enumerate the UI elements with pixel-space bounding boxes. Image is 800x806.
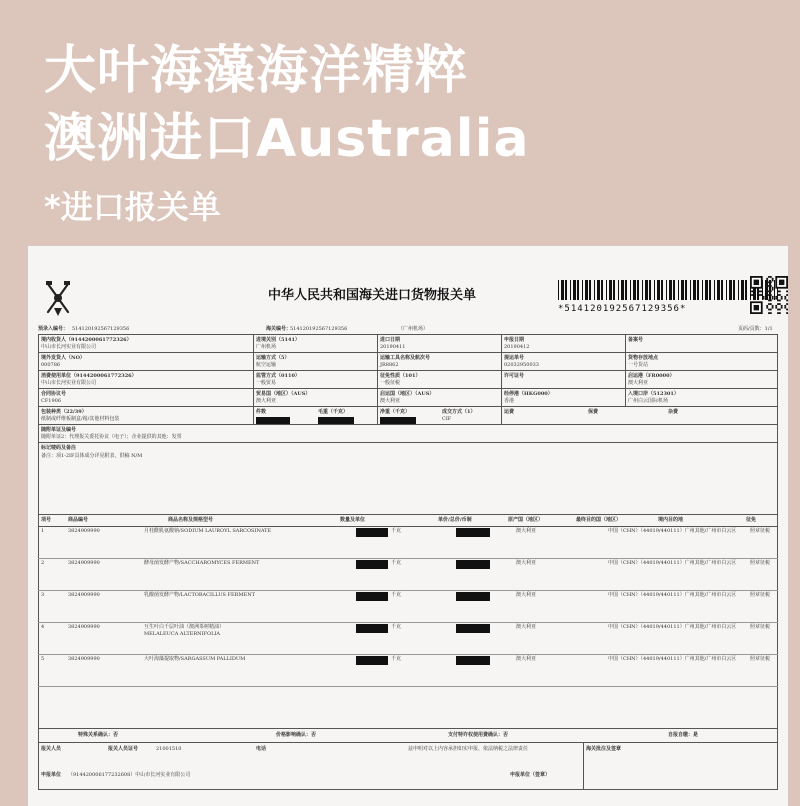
barcode-bar [637,280,639,300]
goods-header: 征免 [746,517,757,523]
qr-module [768,281,770,283]
table-border [38,789,778,790]
qr-code [750,276,788,314]
qr-module [763,296,765,298]
cell-levy: 照章征税 [750,656,771,662]
barcode-bar [705,280,708,300]
field-label: 备案号 [628,337,644,343]
table-row-divider [38,654,778,655]
qr-module [781,305,783,307]
headline-caption: *进口报关单 [44,188,221,226]
table-row [38,560,778,592]
qr-module [786,294,788,296]
field-label: 件数 [256,409,267,415]
table-col-divider [377,334,378,424]
field-value: 广州机场 [256,344,277,350]
table-row-divider [38,590,778,591]
table-border [38,334,778,335]
declarant-label: 报关人员 [41,746,62,752]
qr-module [781,307,783,309]
barcode-bar [609,280,612,300]
field-value: 一号货站 [628,362,649,368]
cell-name: 酵母菌发酵产物/SACCHAROMYCES FERMENT [144,560,260,566]
qr-module [786,290,788,292]
cell-name: 互生叶白千层叶油（澳洲茶树精油） [144,624,225,630]
qr-module [772,278,774,280]
field-value: 澳大利亚 [256,398,277,404]
table-col-divider [583,742,584,790]
field-value: 000786 [41,362,61,368]
table-col-divider [625,334,626,406]
declarant-cert-value: 21001510 [156,746,182,752]
qr-module [772,298,774,300]
barcode-bar [577,280,579,300]
cell-dest-place: （44019/440111）广州其他/广州市白云区 [638,624,737,630]
qr-module [770,309,772,311]
table-row [38,624,778,656]
qr-module [766,298,768,300]
field-value: 纸制或纤维板制盒/箱/其他材料包装 [41,416,120,422]
barcode-bar [669,280,672,300]
cell-dest: 中国（CHN） [608,656,641,662]
qr-module [772,289,774,291]
field-label: 成交方式（1） [442,409,476,415]
qr-module [754,305,759,310]
phone-label: 电话 [256,746,267,752]
barcode-bar [633,280,636,300]
table-row-divider [38,442,778,443]
customs-number-label: 海关编号： [266,326,292,332]
qr-module [757,298,759,300]
qr-module [777,312,779,314]
goods-header: 原产国（地区） [508,517,544,523]
table-row [38,656,778,688]
barcode-bar [697,280,699,300]
field-label: 征免性质（101） [380,373,421,379]
qr-module [754,280,759,285]
field-value: 02032950033 [504,362,539,368]
barcode-bar [594,280,595,300]
cell-dest: 中国（CHN） [608,560,641,566]
qr-module [779,303,781,305]
cell-unit: 千克 [391,528,402,534]
field-label: 启运港（FR0000） [628,373,675,379]
qr-module [779,309,781,311]
pre-entry-number: 514120192567129356 [72,326,130,332]
qr-module [754,298,756,300]
qr-module [770,276,772,278]
table-row-divider [38,406,778,407]
cell-levy: 照章征税 [750,624,771,630]
cell-unit: 千克 [391,656,402,662]
qr-module [757,296,759,298]
qr-module [768,276,770,278]
qr-module [768,294,770,296]
cell-levy: 照章征税 [750,592,771,598]
qr-module [766,289,768,291]
cell-no: 4 [41,624,45,630]
field-label: 经停港（HKG000） [504,391,553,397]
customs-remarks-label: 海关批注及签章 [586,746,622,752]
table-row-divider [38,742,778,743]
qr-module [766,280,768,282]
field-label: 监管方式（0110） [256,373,300,379]
cell-name: 月桂酰肌氨酸钠/SODIUM LAUROYL SARCOSINATE [144,528,272,534]
qr-module [784,296,786,298]
qr-module [772,280,774,282]
barcode-bar [621,280,624,300]
goods-header: 数量及单位 [340,517,366,523]
barcode-bar [657,280,660,300]
barcode-bar [654,280,655,300]
qr-module [784,298,786,300]
barcode-bar [625,280,627,300]
barcode-bar [745,280,747,300]
field-value: CIF [442,416,452,422]
cell-dest: 中国（CHN） [608,528,641,534]
table-row-divider [38,424,778,425]
cell-dest-place: （44019/440111）广州其他/广州市白云区 [638,560,737,566]
qr-module [786,303,788,305]
cell-origin: 澳大利亚 [516,560,537,566]
special-relation: 特殊关系确认：否 [78,732,119,738]
qr-module [759,294,761,296]
redaction-block [456,624,490,633]
field-label: 包装种类（22/39） [41,409,87,415]
qr-module [770,294,772,296]
qr-module [779,294,781,296]
cell-code: 3824909990 [68,656,100,662]
qr-module [777,309,779,311]
field-label: 申报日期 [504,337,525,343]
barcode-bar [738,280,739,300]
field-value: 中山市长河实业有限公司 [41,344,97,350]
table-row-divider [38,514,778,515]
qr-module [777,303,779,305]
qr-module [775,296,777,298]
cell-code: 3824909990 [68,528,100,534]
qr-module [766,296,768,298]
qr-module [772,307,774,309]
qr-module [784,307,786,309]
field-label: 境外发货人（NO） [41,355,85,361]
qr-module [763,298,765,300]
barcode-bar [678,280,679,300]
royalty: 支付特许权使用费确认：否 [448,732,509,738]
qr-module [750,294,752,296]
qr-module [770,303,772,305]
field-value: 香港 [504,398,515,404]
customs-number: 514120192567129356 [290,326,348,332]
table-row-divider [38,526,778,527]
cell-unit: 千克 [391,592,402,598]
field-value: 澳大利亚 [380,398,401,404]
barcode-bar [685,280,687,300]
goods-header: 商品名称及规格型号 [168,517,214,523]
cell-levy: 照章征税 [750,528,771,534]
barcode-bar [589,280,591,300]
field-value: 澳大利亚 [628,380,649,386]
barcode-bar [573,280,576,300]
barcode-bar [673,280,675,300]
field-label: 提运单号 [504,355,525,361]
field-label: 启运国（地区）（AUS） [380,391,435,397]
cell-code: 3824909990 [68,624,100,630]
qr-module [768,290,770,292]
barcode-bar [649,280,651,300]
cell-dest: 中国（CHN） [608,624,641,630]
qr-module [770,312,772,314]
barcode [558,280,778,300]
barcode-bar [582,280,583,300]
qr-module [759,290,761,292]
declaring-seal-label: 申报单位（签章） [510,772,551,778]
pre-entry-label: 预录入编号： [38,326,69,332]
declarant-cert-label: 报关人员证号 [108,746,139,752]
qr-module [768,312,770,314]
field-label: 毛重（千克） [318,409,349,415]
qr-module [770,300,772,302]
table-row-divider [38,622,778,623]
cell-origin: 澳大利亚 [516,624,537,630]
cell-origin: 澳大利亚 [516,528,537,534]
barcode-bar [642,280,643,300]
field-label: 运输方式（5） [256,355,290,361]
cell-origin: 澳大利亚 [516,592,537,598]
field-value: 中山市长河实业有限公司 [41,380,97,386]
qr-module [766,287,768,289]
redaction-block [456,560,490,569]
goods-header: 最终目的国（地区） [576,517,622,523]
barcode-bar [729,280,732,300]
qr-module [770,281,772,283]
qr-module [775,307,777,309]
qr-module [754,296,756,298]
barcode-bar [714,280,715,300]
barcode-bar [709,280,711,300]
field-value: 随附单证2：代理报关委托协议（电子）；企业提供的其他：发票 [41,434,182,440]
field-value: 20190412 [504,344,530,350]
goods-header: 项号 [41,517,52,523]
barcode-bar [661,280,663,300]
cell-origin: 澳大利亚 [516,656,537,662]
field-value: 航空运输 [256,362,277,368]
field-label: 保费 [588,409,599,415]
qr-module [770,285,772,287]
redaction-block [356,528,388,537]
field-value: JR8862 [380,362,399,368]
barcode-bar [733,280,735,300]
qr-module [775,305,777,307]
qr-module [786,309,788,311]
barcode-bar [666,280,667,300]
goods-header: 境内目的地 [658,517,684,523]
qr-module [768,285,770,287]
barcode-bar [726,280,727,300]
field-label: 运输工具名称及航次号 [380,355,431,361]
qr-module [779,280,784,285]
goods-header: 单价/总价/币制 [438,517,472,523]
qr-module [781,298,783,300]
redaction-block [456,528,490,537]
table-col-divider [501,334,502,424]
field-label: 标记唛码及备注 [41,445,77,451]
headline-title: 大叶海藻海洋精粹 [44,41,469,101]
self-pay: 自报自缴：是 [668,732,699,738]
table-row-divider [38,370,778,371]
cell-dest-place: （44019/440111）广州其他/广州市白云区 [638,656,737,662]
cell-no: 1 [41,528,45,534]
qr-module [777,290,779,292]
qr-module [772,305,774,307]
qr-module [775,298,777,300]
table-row [38,592,778,624]
redaction-block [456,656,490,665]
qr-module [761,290,763,292]
qr-module [772,296,774,298]
qr-module [786,300,788,302]
qr-module [768,300,770,302]
qr-module [766,278,768,280]
cell-unit: 千克 [391,560,402,566]
cell-levy: 照章征税 [750,560,771,566]
cell-no: 3 [41,592,45,598]
barcode-bar [585,280,588,300]
table-row-divider [38,728,778,729]
customs-declaration-document [28,246,788,806]
barcode-bar [558,280,559,300]
field-value: 备注：项1-2IF具体成分详见附表，供稿 N/M [41,453,143,459]
field-label: 运费 [504,409,515,415]
field-label: 净重（千克） [380,409,411,415]
price-effect: 价格影响确认：否 [276,732,317,738]
barcode-bar [741,280,744,300]
qr-module [779,300,781,302]
document-title: 中华人民共和国海关进口货物报关单 [268,288,477,303]
table-col-divider [253,334,254,424]
cell-name: 乳酸菌发酵产物/LACTOBACILLUS FERMENT [144,592,255,598]
qr-module [777,294,779,296]
cell-name-2: MELALEUCA ALTERNIFOLIA [144,631,221,637]
qr-module [750,290,752,292]
barcode-text: *514120192567129356* [558,304,687,314]
qr-module [777,300,779,302]
barcode-bar [606,280,607,300]
field-label: 随附单证及编号 [41,427,77,433]
cell-code: 3824909990 [68,560,100,566]
field-label: 境内收货人（9144200061772326） [41,337,132,343]
cell-no: 5 [41,656,45,662]
cell-code: 3824909990 [68,592,100,598]
qr-module [784,305,786,307]
cell-dest-place: （44019/440111）广州其他/广州市白云区 [638,592,737,598]
qr-module [781,296,783,298]
field-label: 消费使用单位（9144200061772326） [41,373,137,379]
redaction-block [356,592,388,601]
qr-module [779,312,781,314]
redaction-block [456,592,490,601]
page-number: 页码/页数：1/1 [738,326,773,332]
field-label: 进境关别（5141） [256,337,300,343]
table-row-divider [38,352,778,353]
declaring-unit-label: 申报单位 [41,772,62,778]
table-row-divider [38,686,778,687]
redaction-block [356,656,388,665]
cell-unit: 千克 [391,624,402,630]
barcode-bar [721,280,723,300]
declaring-unit-value: （914420006177232608）中山市长河实业有限公司 [68,772,191,778]
barcode-bar [565,280,567,300]
field-value: 20190411 [380,344,406,350]
redaction-block [356,624,388,633]
field-label: 货物存放地点 [628,355,659,361]
qr-module [779,290,781,292]
qr-module [766,307,768,309]
table-row-divider [38,388,778,389]
customs-emblem-icon [44,278,72,318]
field-value: 广州白云国际机场 [628,398,669,404]
barcode-bar [561,280,564,300]
field-label: 杂费 [668,409,679,415]
qr-module [766,305,768,307]
headline-subtitle: 澳洲进口Australia [44,109,530,169]
barcode-bar [717,280,720,300]
barcode-bar [693,280,696,300]
qr-module [786,312,788,314]
qr-module [761,294,763,296]
barcode-bar [601,280,603,300]
field-value: 一般贸易 [256,380,277,386]
barcode-bar [681,280,684,300]
field-value: 一般征税 [380,380,401,386]
barcode-bar [690,280,691,300]
field-value: CF1906 [41,398,62,404]
field-label: 入境口岸（512301） [628,391,679,397]
qr-module [752,290,754,292]
barcode-bar [702,280,703,300]
barcode-bar [597,280,600,300]
qr-module [768,303,770,305]
qr-module [770,290,772,292]
table-row [38,528,778,560]
table-row-divider [38,558,778,559]
field-label: 进口日期 [380,337,401,343]
barcode-bar [570,280,571,300]
field-label: 贸易国（地区）（AUS） [256,391,311,397]
cell-dest-place: （44019/440111）广州其他/广州市白云区 [638,528,737,534]
barcode-bar [618,280,619,300]
barcode-bar [613,280,615,300]
barcode-bar [630,280,631,300]
goods-header: 商品编号 [68,517,89,523]
qr-module [768,309,770,311]
customs-port: （广州机场） [398,326,429,332]
cell-no: 2 [41,560,45,566]
declaration-statement: 兹申明对以上内容承担如实申报、依法纳税之法律责任 [408,746,529,752]
cell-name: 大叶海藻提取物/SARGASSUM PALLIDUM [144,656,246,662]
redaction-block [356,560,388,569]
qr-module [772,287,774,289]
qr-module [752,294,754,296]
barcode-bar [645,280,648,300]
field-label: 合同协议号 [41,391,67,397]
cell-dest: 中国（CHN） [608,592,641,598]
field-label: 许可证号 [504,373,525,379]
